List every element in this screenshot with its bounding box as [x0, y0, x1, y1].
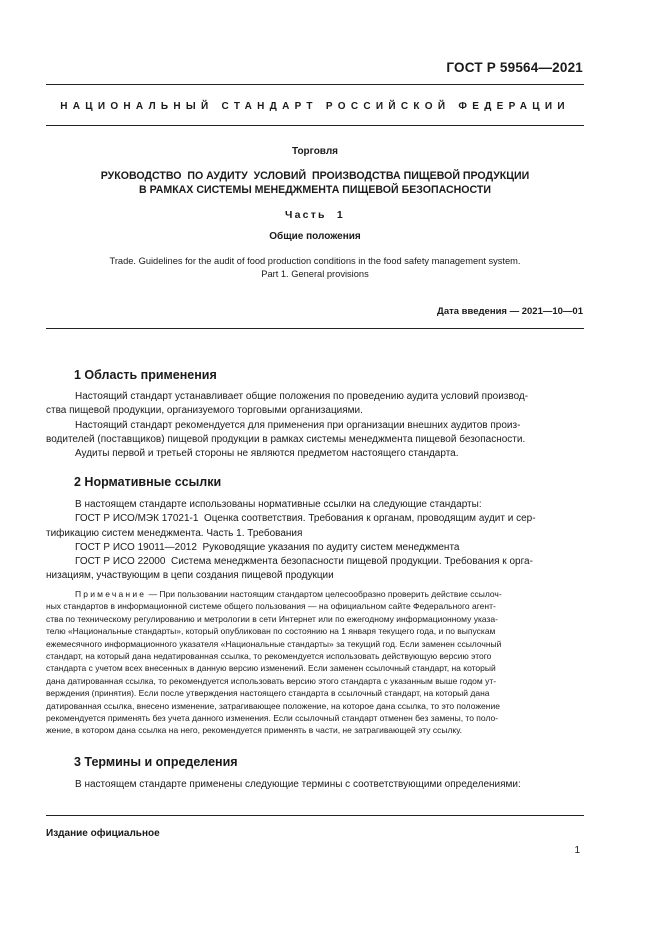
reference-line: ГОСТ Р ИСО/МЭК 17021-1 Оценка соответствия. Требования к органам, проводящим аудит и сер- [75, 513, 536, 525]
subject-heading: Торговля [291, 146, 339, 157]
section-3-body [46, 778, 585, 792]
section-2-body [46, 498, 585, 584]
note-line: ства по техническому регулированию и метрологии в сети Интернет или по ежегодному информационному указа- [46, 613, 498, 624]
edition-label: Издание официальное [46, 828, 160, 839]
note-first-line [46, 588, 585, 600]
paragraph-line: ства пищевой продукции, организуемого торговыми организациями. [46, 405, 363, 417]
section-1-body [46, 390, 585, 461]
paragraph-line: Аудиты первой и третьей стороны не являются предметом настоящего стандарта. [75, 448, 459, 460]
note-line: стандарта с учетом всех внесенных в данную версию изменений. Если заменен ссылочный стандарт, на который [46, 663, 496, 674]
paragraph-line: водителей (поставщиков) пищевой продукции в рамках системы менеджмента пищевой безопасности. [46, 433, 526, 445]
note-line: стандарт, на который дана недатированная ссылка, то рекомендуется использовать действующую версию этого [46, 651, 492, 662]
introduction-date: Дата введения — 2021—10—01 [437, 306, 583, 317]
paragraph-line: Настоящий стандарт рекомендуется для применения при организации внешних аудитов произ- [75, 419, 521, 431]
note-line: ных стандартов в информационной системе общего пользования — на официальном сайте Федерального агент- [46, 601, 496, 612]
standard-code: ГОСТ Р 59564—2021 [446, 60, 583, 75]
section-1-heading: 1 Область применения [74, 368, 217, 382]
note-line: ежемесячного информационного указателя «Национальные стандарты» за текущий год. Если заменен ссылочный [46, 638, 502, 649]
reference-line: ГОСТ Р ИСО 22000 Система менеджмента безопасности пищевой продукции. Требования к орга- [75, 556, 533, 568]
footer-divider [46, 815, 584, 816]
reference-line: ГОСТ Р ИСО 19011—2012 Руководящие указания по аудиту систем менеджмента [75, 541, 460, 553]
section-3-heading: 3 Термины и определения [74, 755, 238, 769]
note-text: — При пользовании настоящим стандартом целесообразно проверить действие ссылоч- [146, 589, 502, 599]
banner-divider [46, 125, 584, 126]
header-divider [46, 84, 584, 85]
english-title [46, 255, 584, 280]
reference-line: тификацию систем менеджмента. Часть 1. Требования [46, 527, 303, 539]
section-2-heading: 2 Нормативные ссылки [74, 475, 222, 489]
english-title-line: Part 1. General provisions [261, 268, 369, 279]
note-line: верждения (принятия). Если после утверждения настоящего стандарта в ссылочный стандарт, на который дана [46, 688, 490, 699]
paragraph-line: В настоящем стандарте применены следующие термины с соответствующими определениями: [75, 779, 521, 790]
part-number: Часть 1 [285, 209, 345, 221]
note-line: жение, в котором дана ссылка на него, рекомендуется применять в части, не затрагивающей эту ссылку. [46, 725, 463, 736]
national-standard-banner: НАЦИОНАЛЬНЫЙ СТАНДАРТ РОССИЙСКОЙ ФЕДЕРАЦИИ [60, 101, 570, 112]
title-divider [46, 328, 584, 329]
note-block [46, 588, 585, 737]
document-title [46, 169, 584, 197]
title-line: В РАМКАХ СИСТЕМЫ МЕНЕДЖМЕНТА ПИЩЕВОЙ БЕЗОПАСНОСТИ [138, 184, 492, 196]
title-line: РУКОВОДСТВО ПО АУДИТУ УСЛОВИЙ ПРОИЗВОДСТВА ПИЩЕВОЙ ПРОДУКЦИИ [100, 170, 530, 182]
note-label: Примечание [75, 589, 147, 599]
part-name: Общие положения [269, 231, 361, 242]
note-line: рекомендуется применять без учета данного изменения. Если ссылочный стандарт отменен без замены, то поло- [46, 713, 499, 724]
page-number: 1 [574, 845, 580, 856]
reference-line: низациям, участвующим в цепи создания пищевой продукции [46, 570, 334, 582]
english-title-line: Trade. Guidelines for the audit of food production conditions in the food safety management system. [109, 256, 521, 266]
paragraph-line: Настоящий стандарт устанавливает общие положения по проведению аудита условий производ- [75, 391, 529, 402]
paragraph-line: В настоящем стандарте использованы нормативные ссылки на следующие стандарты: [75, 499, 482, 510]
note-line: датированная ссылка, внесено изменение, затрагивающее положение, на которое дана ссылка, то это положение [46, 700, 500, 711]
note-line: телю «Национальные стандарты», который опубликован по состоянию на 1 января текущего года, и по выпускам [46, 626, 496, 637]
note-line: дана датированная ссылка, то рекомендуется использовать версию этого стандарта с указанным выше годом ут- [46, 675, 497, 686]
